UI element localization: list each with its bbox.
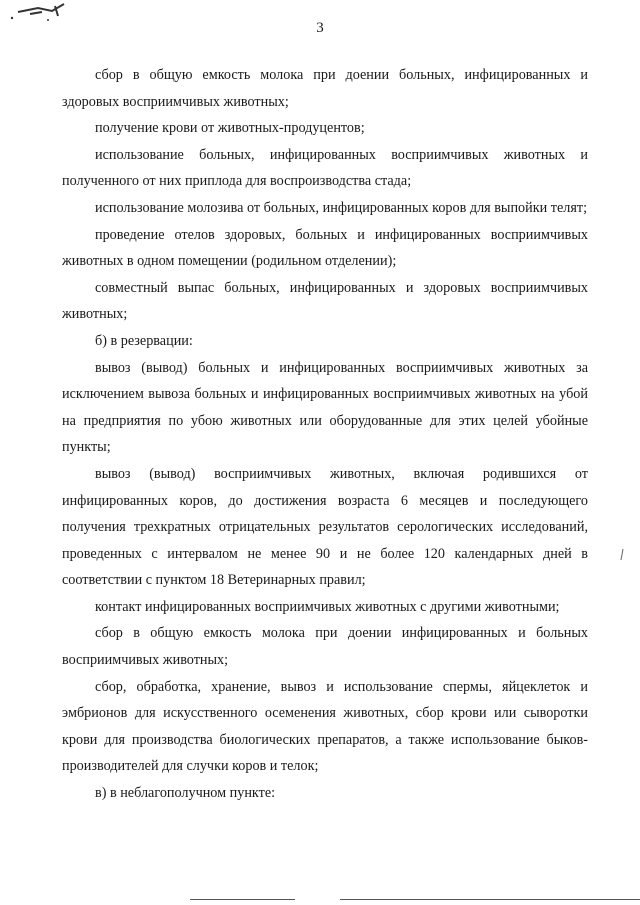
section-heading: в) в неблагополучном пункте:	[95, 785, 276, 802]
bottom-rule-left	[190, 899, 295, 900]
paragraph: сбор в общую емкость молока при доении инфицированных и больных восприимчивых животных;	[62, 625, 588, 669]
paragraph: совместный выпас больных, инфицированных и здоровых восприимчивых животных;	[62, 279, 588, 323]
paragraph: сбор в общую емкость молока при доении больных, инфицированных и здоровых восприимчивых животных;	[62, 67, 588, 110]
paragraph: вывоз (вывод) восприимчивых животных, включая родившихся от инфицированных коров, до достижения возраста 6 месяцев и последующего получения трехкратных отрицательных результатов серологических исследований, проведенных с интервалом не менее 90 и не более 120 календарных дней в соответствии с пунктом 18 Ветеринарных правил;	[62, 465, 588, 589]
paragraph: контакт инфицированных восприимчивых животных с другими животными;	[95, 598, 560, 615]
paragraph: проведение отелов здоровых, больных и инфицированных восприимчивых животных в одном помещении (родильном отделении);	[62, 226, 588, 270]
scan-artifact-tick	[618, 548, 626, 562]
section-heading: б) в резервации:	[95, 332, 193, 349]
paragraph: вывоз (вывод) больных и инфицированных восприимчивых животных за исключением вывоза больных и инфицированных восприимчивых животных на убой на предприятия по убою животных или оборудованные для этих целей убойные пункты;	[62, 359, 588, 456]
paragraph: использование молозива от больных, инфицированных коров для выпойки телят;	[95, 199, 588, 216]
body-text	[62, 62, 588, 807]
paragraph: использование больных, инфицированных восприимчивых животных и полученного от них приплода для воспроизводства стада;	[62, 146, 588, 190]
bottom-rule-right	[340, 899, 640, 900]
paragraph: получение крови от животных-продуцентов;	[95, 120, 365, 137]
paragraph: сбор, обработка, хранение, вывоз и использование спермы, яйцеклеток и эмбрионов для искусственного осеменения животных, сбор крови или сыворотки крови для производства биологических препаратов, а также использование быков-производителей для случки коров и телок;	[62, 678, 588, 775]
page-number: 3	[316, 20, 324, 36]
